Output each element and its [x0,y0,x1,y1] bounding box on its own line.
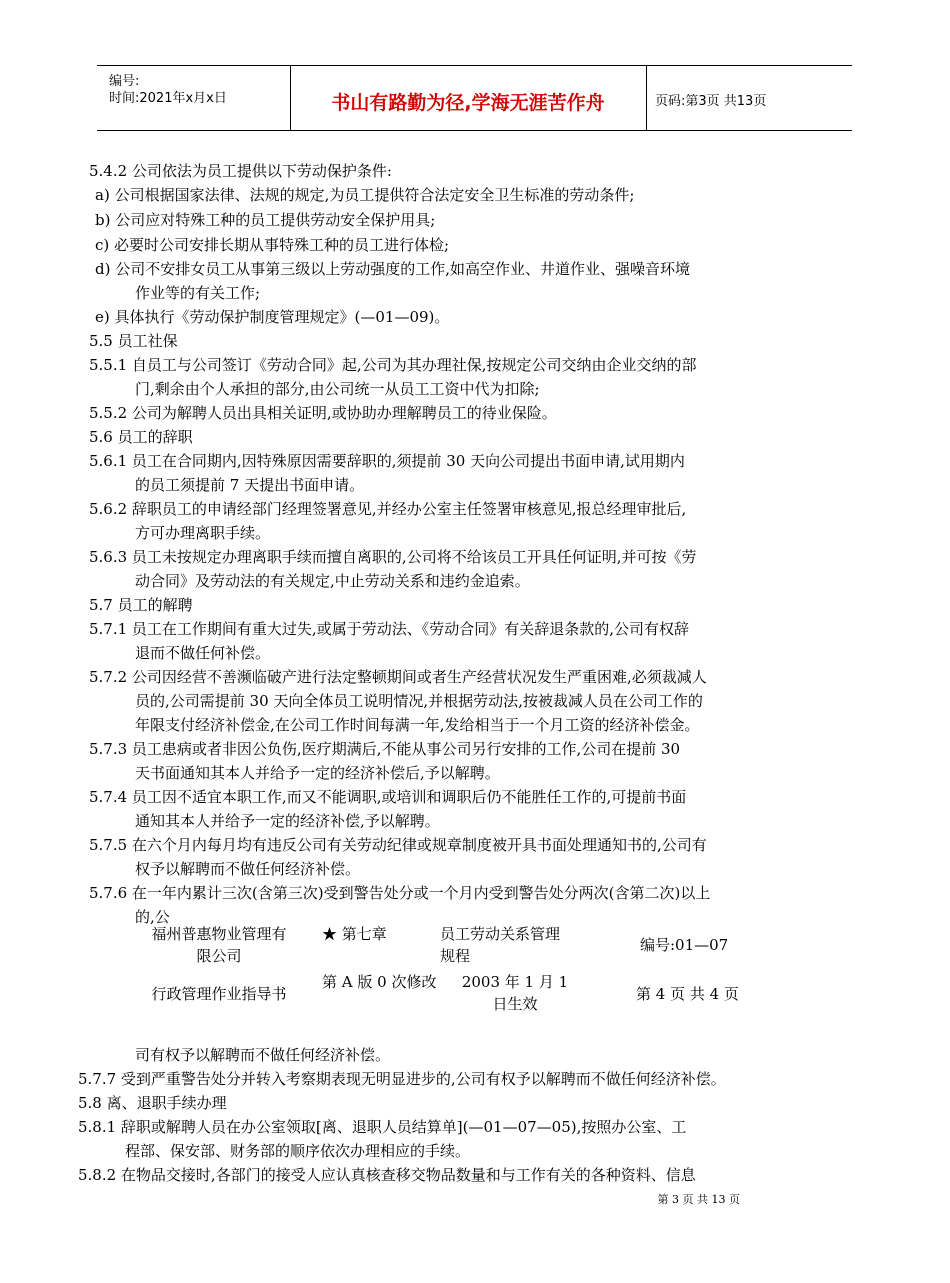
body-line: 方可办理离职手续。 [135,524,271,542]
body-line: 5.7.7 受到严重警告处分并转入考察期表现无明显进步的,公司有权予以解聘而不做任何经济补偿。 [78,1070,726,1088]
body-line: a) 公司根据国家法律、法规的规定,为员工提供符合法定安全卫生标准的劳动条件; [95,186,635,204]
page-header-table [97,65,852,131]
document-number-label: 编号: [109,74,140,89]
footer-chapter: ★ 第七章 [322,925,387,943]
footer-company-line2: 限公司 [196,947,242,965]
body-line: 5.7.6 在一年内累计三次(含第三次)受到警告处分或一个月内受到警告处分两次(含第二次)以上 [89,884,711,902]
body-line: 通知其本人并给予一定的经济补偿,予以解聘。 [135,812,440,830]
body-line: 员的,公司需提前 30 天向全体员工说明情况,并根据劳动法,按被裁减人员在公司工作的 [135,692,703,710]
body-line: 年限支付经济补偿金,在公司工作时间每满一年,发给相当于一个月工资的经济补偿金。 [135,716,700,734]
body-line: 5.6.2 辞职员工的申请经部门经理签署意见,并经办公室主任签署审核意见,报总经理审批后, [89,500,687,518]
header-right-cell [647,66,852,130]
body-line: 5.5 员工社保 [89,332,178,350]
footer-code: 编号:01—07 [640,936,729,954]
header-center-cell [290,66,647,130]
footer-company [130,923,308,967]
body-line: 5.7.4 员工因不适宜本职工作,而又不能调职,或培训和调职后仍不能胜任工作的,可提前书面 [89,788,687,806]
footer-company-line1: 福州普惠物业管理有 [151,925,287,943]
footer-date [430,971,600,1015]
page-number-label: 页码:第3页 共13页 [655,94,767,109]
footer-pages: 第 4 页 共 4 页 [636,985,739,1003]
body-line: 程部、保安部、财务部的顺序依次办理相应的手续。 [125,1142,471,1160]
body-line: d) 公司不安排女员工从事第三级以上劳动强度的工作,如高空作业、井道作业、强噪音环境 [95,260,690,278]
body-line: b) 公司应对特殊工种的员工提供劳动安全保护用具; [95,211,436,229]
body-line: 5.7.2 公司因经营不善濒临破产进行法定整顿期间或者生产经营状况发生严重困难,必须裁减人 [89,668,707,686]
header-left-cell [97,66,291,130]
body-line: 5.5.1 自员工与公司签订《劳动合同》起,公司为其办理社保,按规定公司交纳由企业交纳的部 [89,356,697,374]
body-line: 动合同》及劳动法的有关规定,中止劳动关系和违约金追索。 [135,572,530,590]
body-line: 退而不做任何补偿。 [135,644,271,662]
header-motto: 书山有路勤为径,学海无涯苦作舟 [331,92,605,114]
body-line: 5.8.2 在物品交接时,各部门的接受人应认真核查移交物品数量和与工作有关的各种资料、信息 [78,1166,696,1184]
body-line: 5.6 员工的辞职 [89,428,193,446]
footer-title [440,923,600,967]
body-line: 权予以解聘而不做任何经济补偿。 [135,860,361,878]
body-line: e) 具体执行《劳动保护制度管理规定》(—01—09)。 [95,308,450,326]
body-line: 5.6.1 员工在合同期内,因特殊原因需要辞职的,须提前 30 天向公司提出书面申请,试用期内 [89,452,685,470]
body-line: c) 必要时公司安排长期从事特殊工种的员工进行体检; [95,236,450,254]
body-line: 的员工须提前 7 天提出书面申请。 [135,476,365,494]
body-line: 作业等的有关工作; [135,284,261,302]
body-line: 5.8 离、退职手续办理 [78,1094,227,1112]
body-line: 5.8.1 辞职或解聘人员在办公室领取[离、退职人员结算单](—01—07—05),按照办公室、工 [78,1118,687,1136]
body-line: 司有权予以解聘而不做任何经济补偿。 [135,1046,391,1064]
page-footer: 第 3 页 共 13 页 [657,1193,740,1206]
body-line: 的,公 [135,908,170,926]
document-time-label: 时间:2021年x月x日 [109,91,227,106]
footer-date-line2: 日生效 [492,995,538,1013]
body-line: 5.7.5 在六个月内每月均有违反公司有关劳动纪律或规章制度被开具书面处理通知书的,公司有 [89,836,707,854]
footer-title-line2: 规程 [440,947,471,965]
footer-guide: 行政管理作业指导书 [151,985,287,1003]
footer-version: 第 A 版 0 次修改 [322,973,437,991]
body-line: 5.7.1 员工在工作期间有重大过失,或属于劳动法、《劳动合同》有关辞退条款的,公司有权辞 [89,620,689,638]
body-line: 5.6.3 员工未按规定办理离职手续而擅自离职的,公司将不给该员工开具任何证明,并可按《劳 [89,548,697,566]
body-line: 天书面通知其本人并给予一定的经济补偿后,予以解聘。 [135,764,500,782]
body-line: 5.4.2 公司依法为员工提供以下劳动保护条件: [89,162,392,180]
footer-title-line1: 员工劳动关系管理 [440,925,561,943]
footer-date-line1: 2003 年 1 月 1 [461,973,569,991]
body-line: 5.7 员工的解聘 [89,596,193,614]
body-line: 门,剩余由个人承担的部分,由公司统一从员工工资中代为扣除; [135,380,540,398]
body-line: 5.7.3 员工患病或者非因公负伤,医疗期满后,不能从事公司另行安排的工作,公司在提前 30 [89,740,681,758]
body-line: 5.5.2 公司为解聘人员出具相关证明,或协助办理解聘员工的待业保险。 [89,404,557,422]
